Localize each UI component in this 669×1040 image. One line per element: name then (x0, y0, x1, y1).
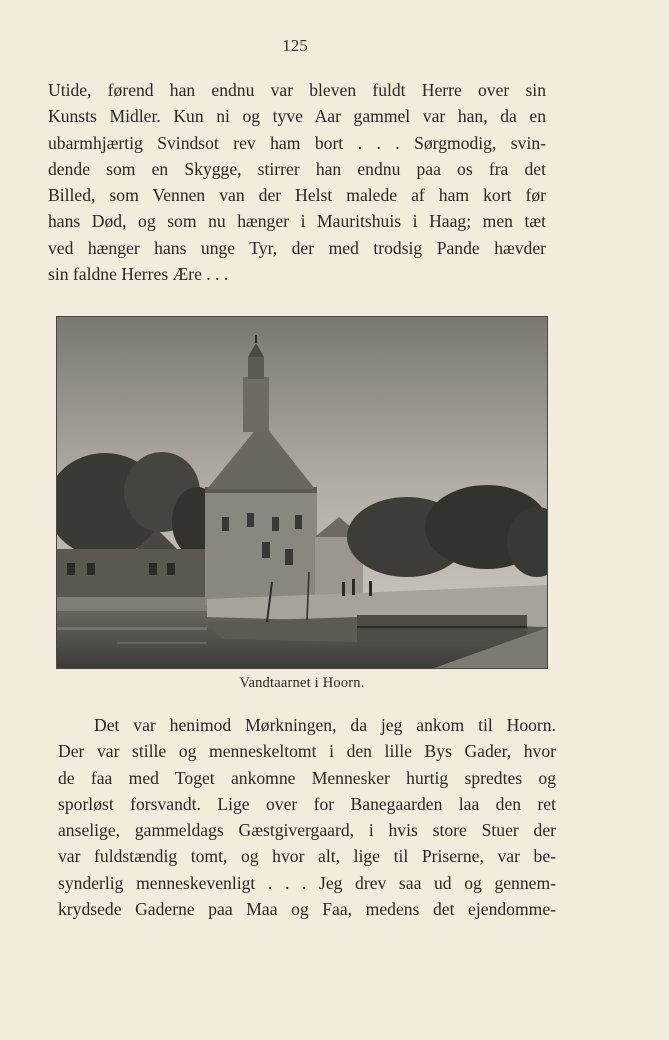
paragraph-top (48, 77, 546, 287)
text-line: dende som en Skygge, stirrer han endnu paa os fra det (48, 158, 546, 179)
text-line: Det var henimod Mørkningen, da jeg ankom til Hoorn. (94, 715, 556, 735)
page-number: 125 (282, 36, 308, 55)
water-tower-photo (56, 316, 548, 669)
text-line: var fuldstændig tomt, og hvor alt, lige til Priserne, var be- (58, 846, 556, 867)
text-line: de faa med Toget ankomne Mennesker hurtig spredtes og (58, 767, 556, 788)
paragraph-bottom (58, 712, 556, 922)
text-line: Der var stille og menneskeltomt i den lille Bys Gader, hvor (58, 741, 556, 762)
text-line: ubarmhjærtig Svindsot rev ham bort . . . Sørgmodig, svin- (48, 132, 546, 153)
text-line: krydsede Gaderne paa Maa og Faa, medens det ejendomme- (58, 899, 556, 920)
text-line: ved hænger hans unge Tyr, der med trodsig Pande hævder (48, 237, 546, 258)
figure-caption: Vandtaarnet i Hoorn. (239, 675, 365, 691)
text-line: Kunsts Midler. Kun ni og tyve Aar gammel var han, da en (48, 106, 546, 127)
text-line: Billed, som Vennen van der Helst malede af ham kort før (48, 185, 546, 206)
text-line: Utide, førend han endnu var bleven fuldt Herre over sin (48, 80, 546, 100)
text-line: synderlig menneskevenligt . . . Jeg drev saa ud og gennem- (58, 872, 556, 893)
text-line: sporløst forsvandt. Lige over for Banegaarden laa den ret (58, 793, 556, 814)
text-line: anselige, gammeldags Gæstgivergaard, i hvis store Stuer der (58, 820, 556, 841)
text-line: sin faldne Herres Ære . . . (48, 264, 229, 285)
text-line: hans Død, og som nu hænger i Mauritshuis i Haag; men tæt (48, 211, 546, 232)
